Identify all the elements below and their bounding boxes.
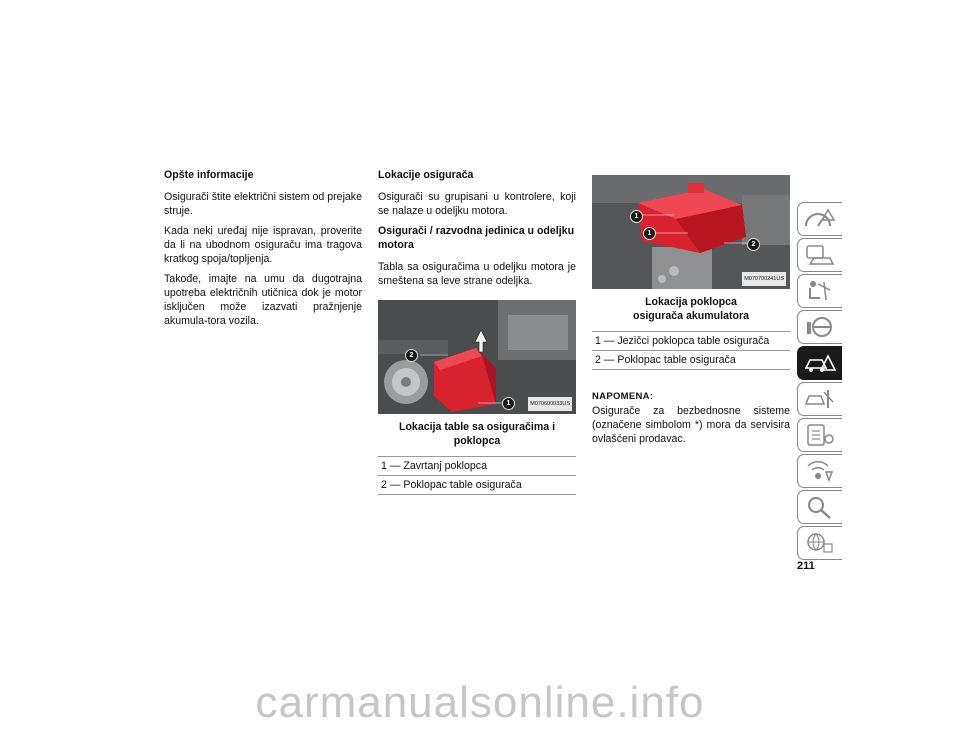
figure-caption: Lokacija table sa osiguračima i poklopca — [398, 421, 556, 447]
battery-fuse-cover-image — [592, 175, 790, 289]
steering-wheel-icon — [804, 314, 836, 340]
multimedia-icon — [804, 458, 836, 484]
figure-caption: Lokacija poklopca osigurača akumulatora — [633, 296, 749, 322]
section-heading-fuse-locations: Lokacije osigurača — [378, 169, 474, 181]
watermark: carmanualsonline.info — [255, 678, 705, 727]
tab-servicing[interactable] — [797, 382, 842, 416]
callout-1: 1 — [643, 227, 656, 240]
paragraph: Tabla sa osiguračima u odeljku motora je smeštena sa leve strane odeljka. — [378, 261, 576, 287]
tab-languages[interactable] — [797, 526, 842, 560]
engine-fuse-panel-image — [378, 300, 576, 414]
key-car-icon — [804, 242, 836, 268]
tab-dashboard[interactable] — [797, 202, 842, 236]
paragraph: Kada neki uređaj nije ispravan, proverite da li na ubodnom osiguraču ima tragova kratkog spoja/topljenja. — [164, 225, 362, 265]
tab-specifications[interactable] — [797, 418, 842, 452]
tab-driving[interactable] — [797, 310, 842, 344]
legend-item: 1 — Jezičci poklopca table osigurača — [592, 331, 790, 351]
hazard-car-icon — [804, 350, 836, 376]
column-fuse-locations — [378, 168, 576, 495]
specifications-icon — [804, 422, 836, 448]
paragraph: Takođe, imajte na umu da dugotrajna upotreba električnih utičnica dok je motor isključen može izazvati pražnjenje akumula-tora vozila. — [164, 273, 362, 327]
tab-emergency[interactable] — [797, 346, 842, 380]
figure-code: M070700241US — [742, 272, 786, 286]
paragraph: Osigurači su grupisani u kontrolere, koji se nalaze u odeljku motora. — [378, 191, 576, 217]
callout-1: 1 — [630, 210, 643, 223]
callout-2: 2 — [405, 349, 418, 362]
callout-1: 1 — [502, 397, 515, 410]
legend-item: 2 — Poklopac table osigurača — [378, 476, 576, 495]
callout-2: 2 — [747, 238, 760, 251]
page-number: 211 — [797, 560, 815, 572]
legend-item: 1 — Zavrtanj poklopca — [378, 456, 576, 476]
note-label: NAPOMENA: — [592, 391, 654, 402]
car-service-icon — [804, 386, 836, 412]
note-text: Osigurače za bezbednosne sisteme (označene simbolom *) mora da servisira ovlašćeni prodavac. — [592, 405, 790, 445]
tab-index[interactable] — [797, 490, 842, 524]
tab-safety[interactable] — [797, 274, 842, 308]
column-general-info — [164, 168, 362, 334]
section-heading-general: Opšte informacije — [164, 169, 254, 181]
tab-multimedia[interactable] — [797, 454, 842, 488]
subheading-engine-fuses: Osigurači / razvodna jedinica u odeljku motora — [378, 225, 575, 251]
paragraph: Osigurači štite električni sistem od prejake struje. — [164, 191, 362, 217]
column-battery-fuses — [592, 175, 790, 452]
legend-item: 2 — Poklopac table osigurača — [592, 351, 790, 370]
languages-icon — [804, 530, 836, 556]
tab-getting-started[interactable] — [797, 238, 842, 272]
figure-code: M070600033US — [528, 397, 572, 411]
index-search-icon — [804, 494, 836, 520]
dashboard-warning-icon — [804, 206, 836, 232]
airbag-seat-icon — [804, 278, 836, 304]
